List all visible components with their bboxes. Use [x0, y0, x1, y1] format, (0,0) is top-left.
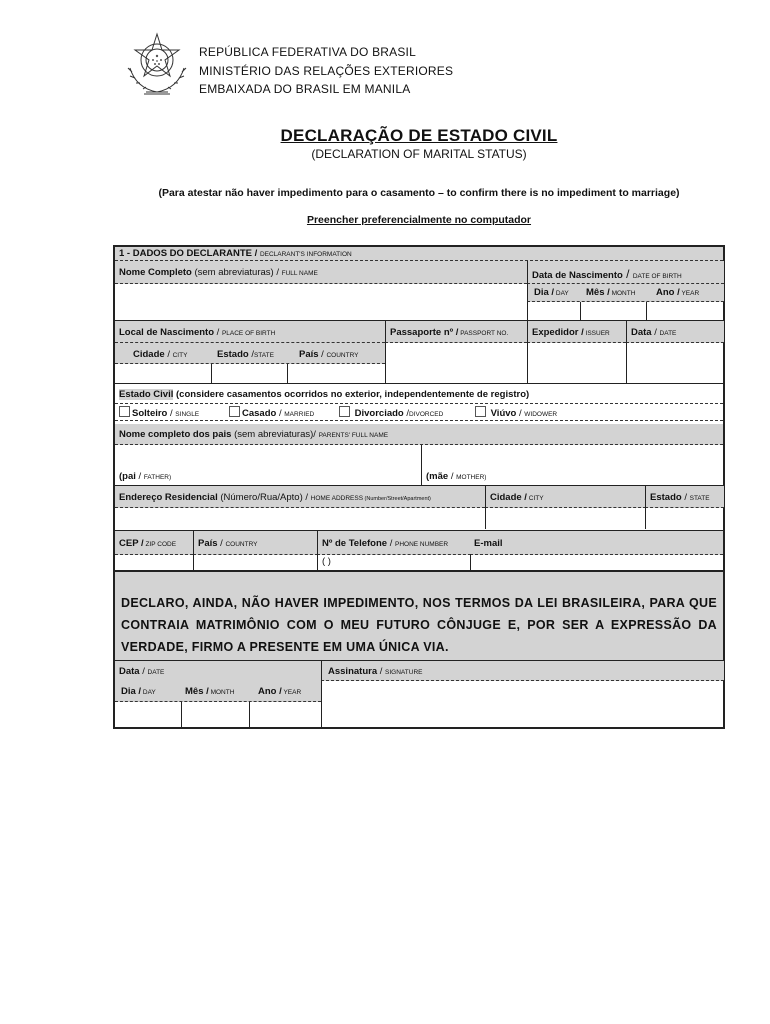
- option-single[interactable]: [119, 406, 199, 419]
- birth-city-field[interactable]: [115, 364, 211, 383]
- full-name-field[interactable]: [115, 284, 527, 320]
- footer-date-parts: [115, 680, 321, 702]
- country2-field[interactable]: [193, 554, 318, 570]
- city-label: Cidade: [133, 349, 165, 360]
- page-title: DECLARAÇÃO DE ESTADO CIVIL: [280, 126, 558, 145]
- address-label-en: HOME ADDRESS: [310, 495, 364, 502]
- option-divorced[interactable]: [339, 406, 443, 419]
- page-subtitle: (DECLARATION OF MARITAL STATUS): [311, 147, 527, 161]
- birth-day-field[interactable]: [527, 302, 580, 320]
- sign-month-field[interactable]: [181, 702, 250, 729]
- address-label-cell: [115, 485, 485, 508]
- mother-name-field[interactable]: [421, 445, 724, 485]
- coat-of-arms-icon: [122, 28, 192, 98]
- father-label-en: FATHER): [143, 474, 172, 481]
- state-label-en: STATE: [253, 352, 274, 359]
- birth-country-field[interactable]: [287, 364, 386, 383]
- civil-status-note: (considere casamentos ocorridos no exterior, independentemente de registro): [173, 389, 530, 400]
- parents-label-cell: [115, 424, 723, 445]
- state-label: Estado: [217, 349, 249, 360]
- birth-place-label: Local de Nascimento: [119, 327, 215, 338]
- birth-state-field[interactable]: [211, 364, 288, 383]
- zip-label: CEP /: [119, 538, 144, 549]
- parents-label: Nome completo dos pais: [119, 429, 232, 440]
- birth-year-field[interactable]: [646, 302, 724, 320]
- birth-date-slash: /: [622, 267, 633, 281]
- embassy-header: [199, 43, 453, 99]
- passport-field[interactable]: [385, 343, 527, 383]
- birth-place-label-en: PLACE OF BIRTH: [221, 330, 276, 337]
- month-label: Mês /: [586, 287, 610, 298]
- parents-note: (sem abreviaturas)/: [231, 429, 319, 440]
- divorced-checkbox[interactable]: [339, 406, 350, 417]
- father-label: (pai: [119, 471, 136, 482]
- divorced-slash: /: [403, 408, 410, 419]
- day-label: Dia /: [534, 287, 555, 298]
- widower-label: Viúvo: [490, 408, 517, 419]
- birth-date-label-en: DATE OF BIRTH: [632, 273, 682, 280]
- country2-slash: /: [217, 538, 226, 549]
- signature-slash: /: [377, 666, 386, 677]
- widower-slash: /: [516, 408, 525, 419]
- footer-month-label-en: MONTH: [208, 689, 235, 696]
- header-ministry: MINISTÉRIO DAS RELAÇÕES EXTERIORES: [199, 63, 454, 78]
- address-state-label-cell: [645, 485, 724, 508]
- footer-date-slash: /: [139, 666, 148, 677]
- footer-date-label-en: DATE: [147, 669, 165, 676]
- address-city-label-en: CITY: [526, 495, 544, 502]
- single-label-en: SINGLE: [175, 411, 200, 418]
- country2-label-en: COUNTRY: [225, 541, 258, 548]
- passport-label-cell: [385, 321, 527, 343]
- issue-date-field[interactable]: [626, 343, 724, 383]
- signature-label-cell: [321, 660, 724, 681]
- passport-label: Passaporte nº /: [390, 327, 459, 338]
- issuer-label-cell: [527, 321, 626, 343]
- footer-year-label-en: YEAR: [281, 689, 302, 696]
- widower-checkbox[interactable]: [475, 406, 486, 417]
- birth-date-parts: [527, 284, 724, 302]
- section-header: [115, 247, 723, 261]
- phone-slash: /: [387, 538, 395, 549]
- full-name-label-en: FULL NAME: [281, 270, 318, 277]
- header-embassy: EMBAIXADA DO BRASIL EM MANILA: [199, 82, 411, 96]
- address-label: Endereço Residencial: [119, 492, 218, 503]
- divorced-label: Divorciado: [354, 408, 404, 419]
- full-name-note: (sem abreviaturas) /: [191, 267, 282, 278]
- issue-date-label-en: DATE: [659, 330, 677, 337]
- phone-area-code: ( ): [322, 556, 331, 567]
- state-slash: /: [248, 349, 254, 360]
- issue-date-slash: /: [651, 327, 660, 338]
- married-label: Casado: [242, 408, 277, 419]
- section-title: 1 - DADOS DO DECLARANTE /: [119, 248, 258, 259]
- address-field[interactable]: [115, 507, 485, 529]
- full-name-label-cell: [115, 261, 527, 284]
- country2-label-cell: [193, 530, 318, 555]
- zip-label-cell: [115, 530, 193, 555]
- footer-date-label: Data: [119, 666, 140, 677]
- city-slash: /: [164, 349, 173, 360]
- city-label-en: CITY: [172, 352, 188, 359]
- mother-label-en: MOTHER): [456, 474, 487, 481]
- day-label-en: DAY: [554, 290, 569, 297]
- birth-month-field[interactable]: [580, 302, 647, 320]
- phone-field[interactable]: [317, 554, 471, 570]
- section-title-en: DECLARANT'S INFORMATION: [259, 251, 352, 258]
- fill-note: Preencher preferencialmente no computador: [306, 214, 532, 226]
- header-republic: REPÚBLICA FEDERATIVA DO BRASIL: [199, 45, 416, 59]
- mother-slash: /: [448, 471, 457, 482]
- option-widower[interactable]: [475, 406, 557, 419]
- footer-day-label: Dia /: [121, 686, 142, 697]
- married-checkbox[interactable]: [229, 406, 240, 417]
- declaration-form: [113, 245, 725, 729]
- address-city-label: Cidade /: [490, 492, 527, 503]
- sign-day-field[interactable]: [115, 702, 181, 729]
- birth-place-parts: [115, 343, 385, 364]
- year-label: Ano /: [656, 287, 680, 298]
- declaration-text: DECLARO, AINDA, NÃO HAVER IMPEDIMENTO, NOS TERMOS DA LEI BRASILEIRA, PARA QUE CONTRAIA MATRIMÔNIO COM O MEU FUTURO CÔNJUGE E, POR SER A EXPRESSÃO DA VERDADE, FIRMO A PRESENTE EM UMA ÚNICA VIA.: [121, 596, 717, 654]
- civil-status-options: [115, 403, 723, 421]
- single-slash: /: [167, 408, 176, 419]
- address-note: (Número/Rua/Apto) /: [217, 492, 311, 503]
- full-name-label: Nome Completo: [119, 267, 192, 278]
- address-state-field[interactable]: [645, 507, 724, 529]
- civil-status-row: [115, 383, 723, 404]
- mother-label: (mãe: [426, 471, 449, 482]
- issue-date-label: Data: [631, 327, 652, 338]
- birth-place-slash: /: [214, 327, 222, 338]
- country2-label: País: [198, 538, 218, 549]
- email-label: E-mail: [474, 538, 503, 549]
- issuer-label: Expedidor /: [532, 327, 584, 338]
- signature-label: Assinatura: [328, 666, 378, 677]
- signature-label-en: SIGNATURE: [385, 669, 423, 676]
- purpose-note: (Para atestar não haver impedimento para o casamento – to confirm there is no impediment to marriage): [158, 187, 680, 199]
- father-name-field[interactable]: [115, 445, 421, 485]
- parents-label-en: PARENTS' FULL NAME: [318, 432, 389, 439]
- married-slash: /: [276, 408, 285, 419]
- address-city-field[interactable]: [485, 507, 646, 529]
- footer-year-label: Ano /: [258, 686, 282, 697]
- email-label-cell: [470, 530, 723, 555]
- address-state-label: Estado: [650, 492, 682, 503]
- email-field[interactable]: [470, 554, 724, 570]
- address-state-slash: /: [681, 492, 690, 503]
- sign-year-field[interactable]: [249, 702, 322, 729]
- country-label-en: COUNTRY: [326, 352, 359, 359]
- address-city-label-cell: [485, 485, 646, 508]
- married-label-en: MARRIED: [284, 411, 315, 418]
- civil-status-label: Estado Civil: [119, 389, 174, 400]
- birth-date-label-cell: [527, 261, 724, 284]
- single-label: Solteiro: [132, 408, 168, 419]
- father-slash: /: [135, 471, 144, 482]
- issuer-label-en: ISSUER: [583, 330, 610, 337]
- phone-label: Nº de Telefone: [322, 538, 388, 549]
- passport-label-en: PASSPORT NO.: [458, 330, 509, 337]
- single-checkbox[interactable]: [119, 406, 130, 417]
- country-slash: /: [318, 349, 327, 360]
- phone-label-cell: [317, 530, 471, 555]
- country-label: País: [299, 349, 319, 360]
- month-label-en: MONTH: [609, 290, 636, 297]
- declaration-box: [115, 570, 723, 662]
- zip-field[interactable]: [115, 554, 193, 570]
- divorced-label-en: DIVORCED: [409, 411, 444, 418]
- footer-date-label-cell: [115, 660, 321, 681]
- year-label-en: YEAR: [679, 290, 700, 297]
- option-married[interactable]: [229, 406, 314, 419]
- signature-field[interactable]: [321, 680, 724, 729]
- birth-place-label-cell: [115, 321, 385, 343]
- birth-date-label: Data de Nascimento: [532, 270, 623, 281]
- widower-label-en: WIDOWER: [524, 411, 558, 418]
- address-note-en: (Number/Street/Apartment): [363, 496, 431, 502]
- zip-label-en: ZIP CODE: [143, 541, 177, 548]
- footer-day-label-en: DAY: [141, 689, 156, 696]
- phone-label-en: PHONE NUMBER: [394, 541, 449, 548]
- footer-month-label: Mês /: [185, 686, 209, 697]
- issue-date-label-cell: [626, 321, 724, 343]
- issuer-field[interactable]: [527, 343, 626, 383]
- address-state-label-en: STATE: [689, 495, 710, 502]
